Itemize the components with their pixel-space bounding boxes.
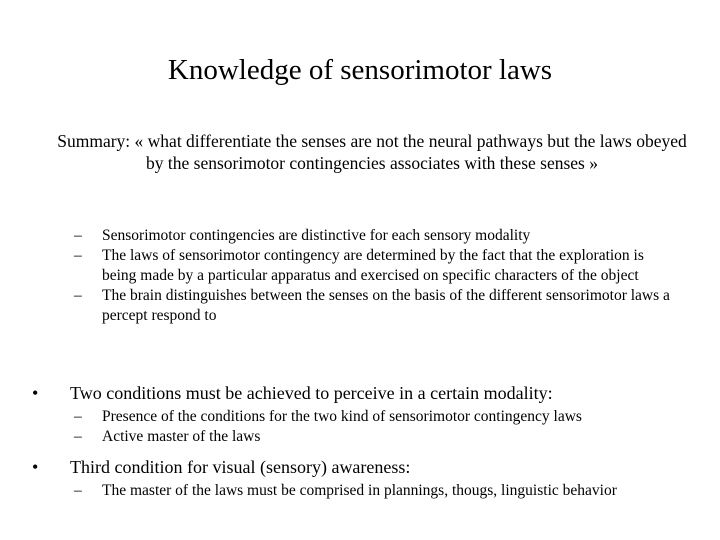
list-item-text: Presence of the conditions for the two kind of sensorimotor contingency laws: [102, 408, 582, 425]
list-item: [72, 481, 672, 501]
bullet-item-conditions: [30, 382, 553, 404]
list-item-text: The laws of sensorimotor contingency are determined by the fact that the exploration is being made by a particular apparatus and exercised on specific characters of the object: [102, 247, 644, 284]
bullet-marker: •: [32, 383, 39, 403]
list-item-text: The brain distinguishes between the senses on the basis of the different sensorimotor laws a percept respond to: [102, 287, 670, 324]
bullet-text: Third condition for visual (sensory) awareness:: [70, 457, 411, 477]
list-item: [72, 427, 692, 447]
dash-marker: –: [74, 482, 82, 499]
bullet-marker: •: [32, 457, 39, 477]
dash-marker: –: [74, 287, 82, 304]
list-item: [72, 226, 672, 246]
list-item-text: Active master of the laws: [102, 428, 261, 445]
list-item-text: The master of the laws must be comprised in plannings, thougs, linguistic behavior: [102, 482, 617, 499]
summary-points-list: [72, 226, 672, 326]
dash-marker: –: [74, 408, 82, 425]
dash-marker: –: [74, 227, 82, 244]
slide-title: Knowledge of sensorimotor laws: [167, 54, 553, 86]
conditions-points-list: [72, 407, 692, 447]
dash-marker: –: [74, 428, 82, 445]
list-item: [72, 286, 672, 326]
bullet-text: Two conditions must be achieved to perceive in a certain modality:: [70, 383, 553, 403]
list-item-text: Sensorimotor contingencies are distinctive for each sensory modality: [102, 227, 531, 244]
list-item: [72, 407, 692, 427]
awareness-points-list: [72, 481, 672, 501]
dash-marker: –: [74, 247, 82, 264]
list-item: [72, 246, 672, 286]
summary-text: Summary: « what differentiate the senses are not the neural pathways but the laws obeyed by the sensorimotor contingencies associates with these senses »: [57, 131, 687, 173]
bullet-item-awareness: [30, 456, 410, 478]
